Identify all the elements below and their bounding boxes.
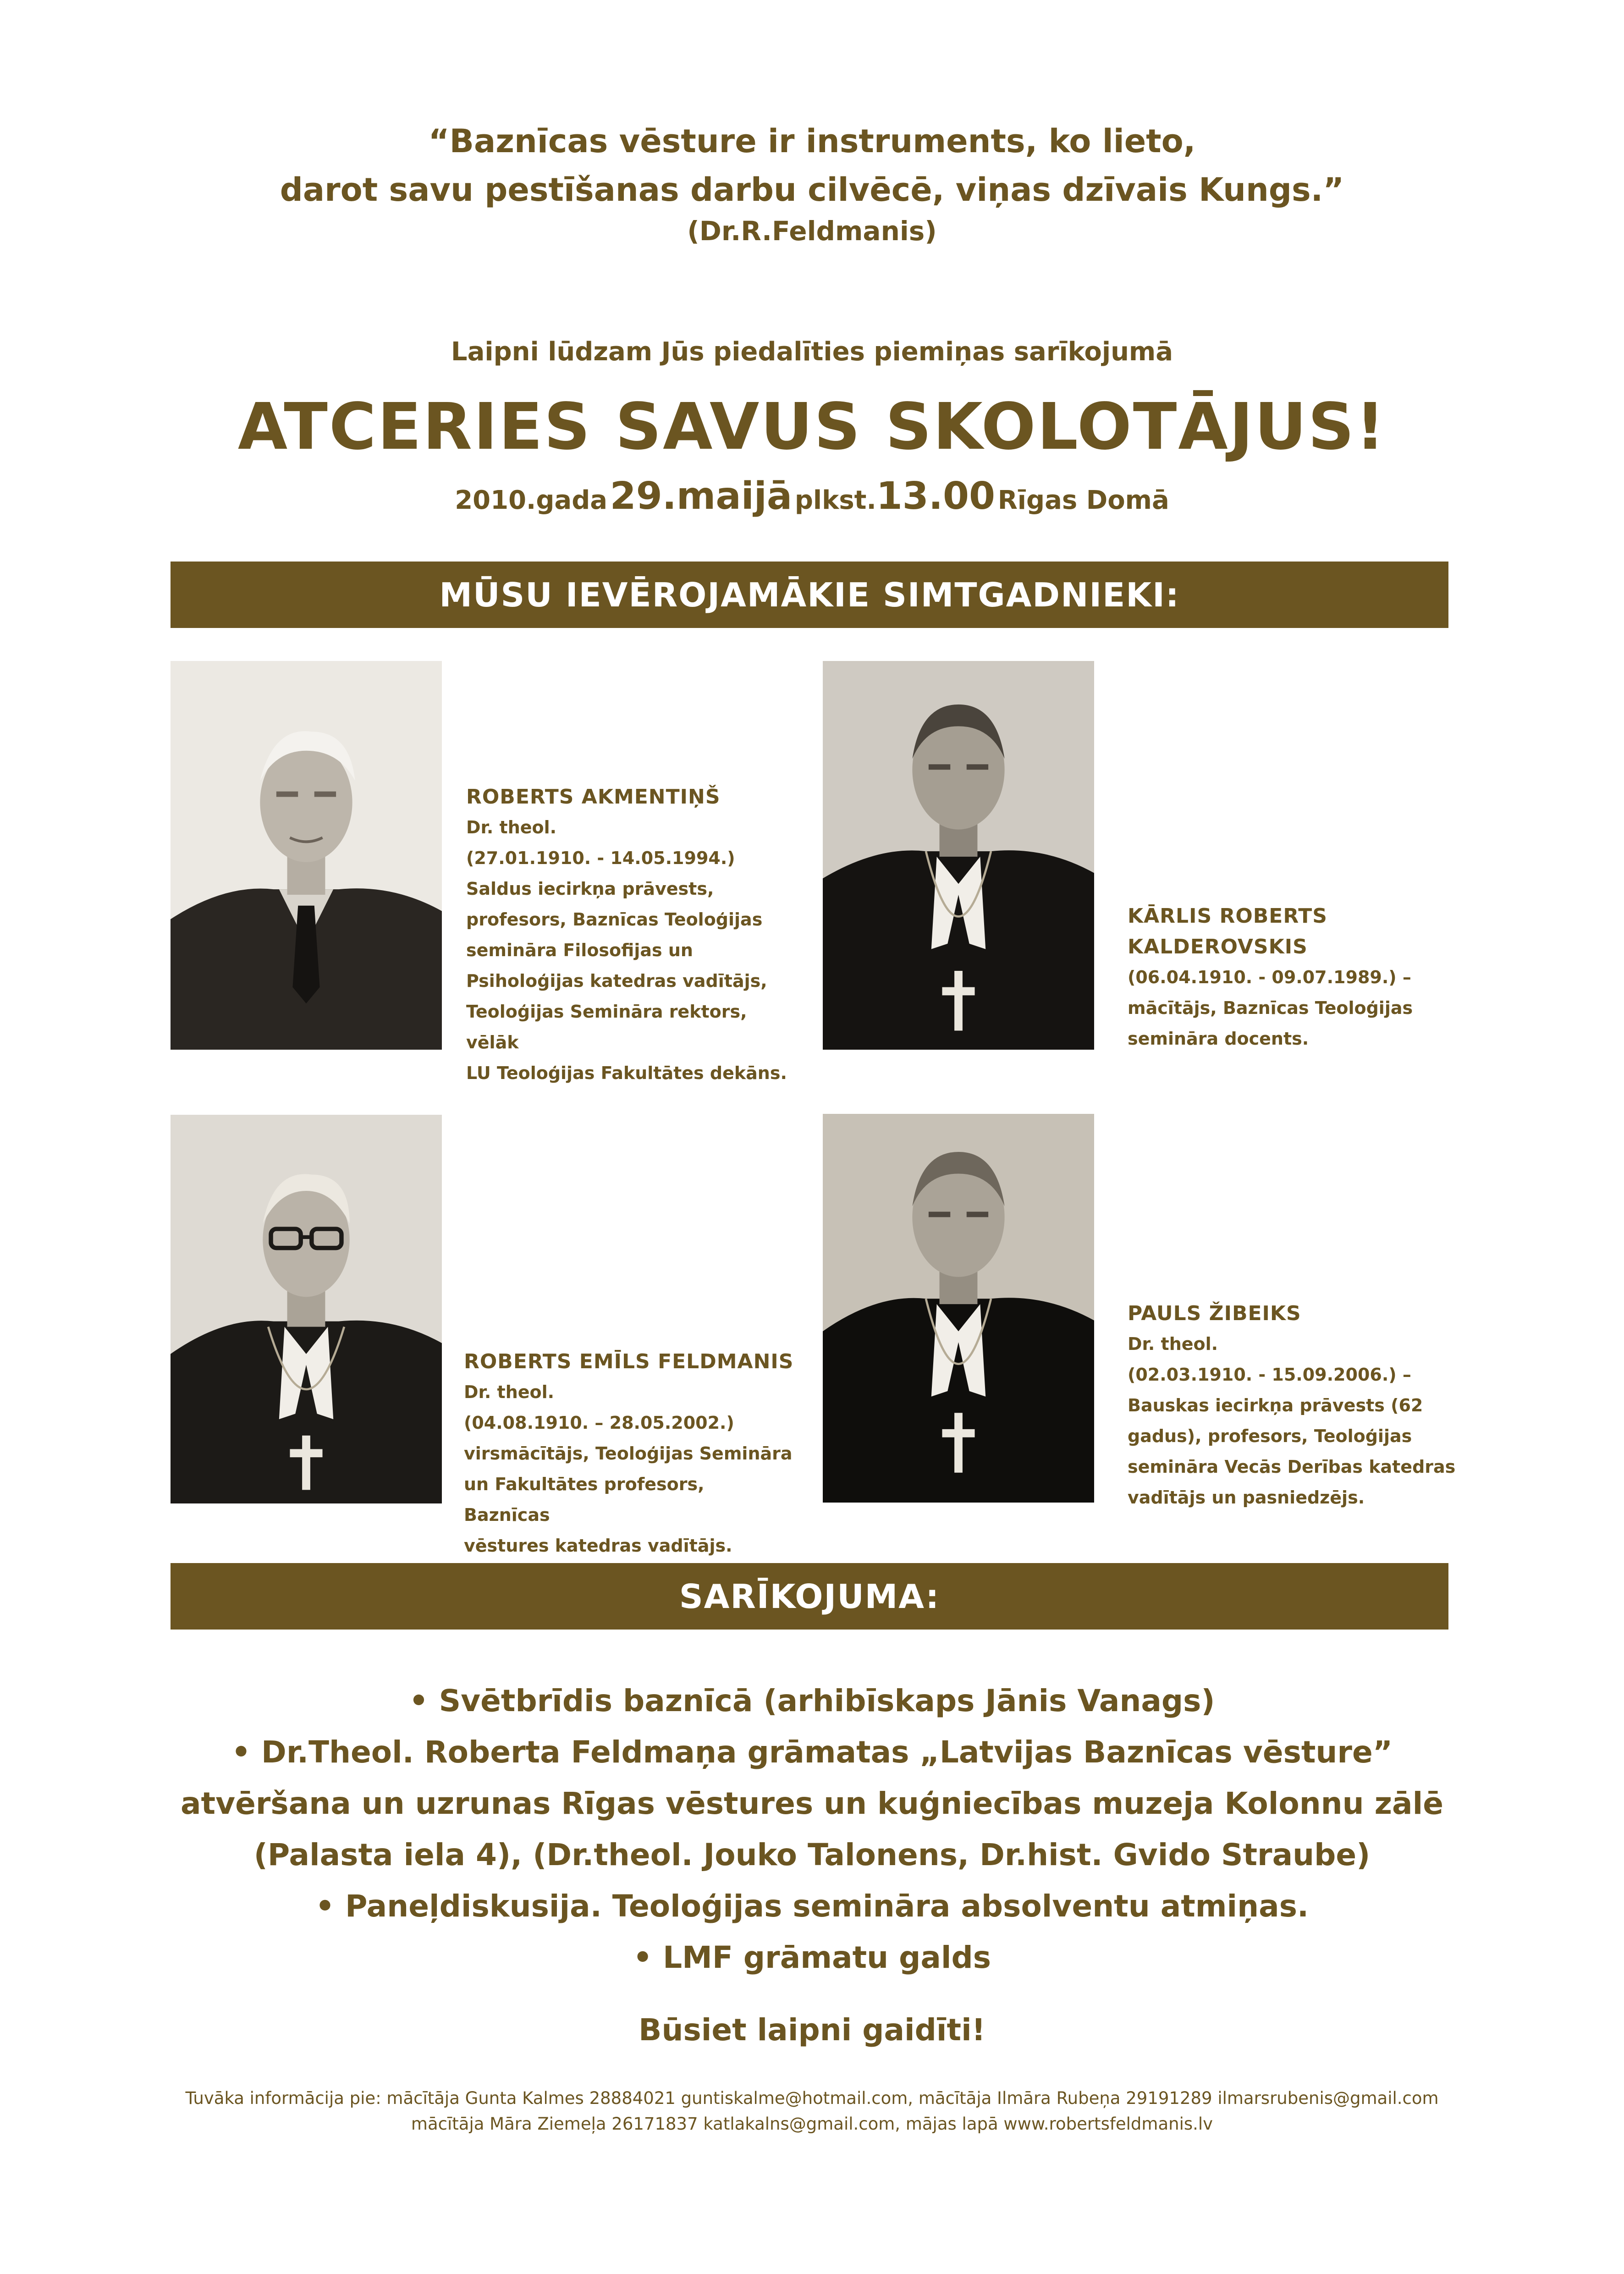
person-dates: (27.01.1910. - 14.05.1994.) [466, 848, 735, 868]
bio-feldmanis [464, 1346, 794, 1561]
person-desc-line: Teoloģijas Semināra rektors, vēlāk [466, 1002, 747, 1052]
agenda-item: • Svētbrīdis baznīcā (arhibīskaps Jānis Vanags) [409, 1683, 1215, 1718]
person-dates: (02.03.1910. - 15.09.2006.) – [1128, 1365, 1411, 1385]
portrait-photo-feldmanis [171, 1115, 442, 1503]
event-year: 2010.gada [455, 485, 608, 515]
event-datetime [0, 474, 1624, 518]
quote-line-1: “Baznīcas vēsture ir instruments, ko lieto, [428, 122, 1196, 160]
agenda-item: atvēršana un uzrunas Rīgas vēstures un kuģniecības muzeja Kolonnu zālē [181, 1786, 1443, 1821]
agenda-item: • Paneļdiskusija. Teoloģijas semināra absolventu atmiņas. [315, 1889, 1309, 1924]
event-time-prefix: plkst. [794, 485, 876, 515]
person-dates: (04.08.1910. – 28.05.2002.) [464, 1413, 734, 1433]
person-desc-line: vadītājs un pasniedzējs. [1128, 1487, 1365, 1508]
person-degree: Dr. theol. [1128, 1334, 1218, 1354]
welcome-text: Būsiet laipni gaidīti! [639, 2012, 985, 2048]
person-name: ROBERTS EMĪLS FELDMANIS [464, 1350, 794, 1373]
person-name: PAULS ŽIBEIKS [1128, 1302, 1301, 1325]
person-desc-line: profesors, Baznīcas Teoloģijas [466, 909, 763, 930]
person-desc-line: un Fakultātes profesors, Baznīcas [464, 1474, 705, 1525]
agenda-item: (Palasta iela 4), (Dr.theol. Jouko Talonens, Dr.hist. Gvido Straube) [253, 1837, 1371, 1872]
section-heading-text: MŪSU IEVĒROJAMĀKIE SIMTGADNIEKI: [439, 575, 1180, 614]
bio-akmentins [466, 782, 796, 1089]
person-degree: Dr. theol. [464, 1382, 555, 1402]
quote-line-2: darot savu pestīšanas darbu cilvēcē, viņas dzīvais Kungs.” [280, 171, 1344, 209]
agenda-list [0, 1675, 1624, 1983]
portrait-photo-zibeiks [823, 1114, 1094, 1503]
person-desc-line: vēstures katedras vadītājs. [464, 1536, 732, 1556]
person-desc-line: Bauskas iecirkņa prāvests (62 [1128, 1395, 1423, 1415]
person-desc-line: semināra Filosofijas un [466, 940, 693, 960]
event-time: 13.00 [876, 474, 996, 518]
contact-info [0, 2086, 1624, 2137]
person-desc-line: Saldus iecirkņa prāvests, [466, 879, 714, 899]
person-desc-line: semināra docents. [1128, 1029, 1309, 1049]
contact-line-1: Tuvāka informācija pie: mācītāja Gunta Kalmes 28884021 guntiskalme@hotmail.com, mācītāja Ilmāra Rubeņa 29191289 ilmarsrubenis@gmail.com [185, 2088, 1439, 2108]
person-dates: (06.04.1910. - 09.07.1989.) – [1128, 967, 1411, 987]
invitation-text: Laipni lūdzam Jūs piedalīties piemiņas sarīkojumā [451, 337, 1173, 367]
bio-kalderovskis [1128, 901, 1458, 1054]
person-desc-line: LU Teoloģijas Fakultātes dekāns. [466, 1063, 787, 1083]
quote-author: (Dr.R.Feldmanis) [687, 215, 937, 247]
event-place: Rīgas Domā [997, 485, 1169, 515]
person-desc-line: Psiholoģijas katedras vadītājs, [466, 971, 767, 991]
person-desc-line: virsmācītājs, Teoloģijas Semināra [464, 1443, 793, 1464]
person-name: KĀRLIS ROBERTS [1128, 904, 1327, 928]
portrait-photo-akmentins [171, 661, 442, 1050]
person-name: ROBERTS AKMENTIŅŠ [466, 785, 721, 809]
portrait-photo-kalderovskis [823, 661, 1094, 1050]
person-name-continued: KALDEROVSKIS [1128, 935, 1308, 958]
person-desc-line: gadus), profesors, Teoloģijas [1128, 1426, 1412, 1446]
person-desc-line: semināra Vecās Derības katedras [1128, 1457, 1456, 1477]
section-heading-program [171, 1563, 1448, 1630]
section-heading-text: SARĪKOJUMA: [679, 1577, 940, 1616]
event-date: 29.maijā [610, 474, 793, 518]
person-degree: Dr. theol. [466, 817, 557, 837]
quote [0, 117, 1624, 214]
bio-zibeiks [1128, 1298, 1458, 1513]
event-title: ATCERIES SAVUS SKOLOTĀJUS! [237, 390, 1387, 464]
person-desc-line: mācītājs, Baznīcas Teoloģijas [1128, 998, 1413, 1018]
agenda-item: • Dr.Theol. Roberta Feldmaņa grāmatas „Latvijas Baznīcas vēsture” [231, 1734, 1393, 1770]
agenda-item: • LMF grāmatu galds [633, 1940, 991, 1975]
contact-line-2: mācītāja Māra Ziemeļa 26171837 katlakalns@gmail.com, mājas lapā www.robertsfeldmanis.lv [411, 2114, 1213, 2134]
section-heading-centenarians [171, 562, 1448, 628]
